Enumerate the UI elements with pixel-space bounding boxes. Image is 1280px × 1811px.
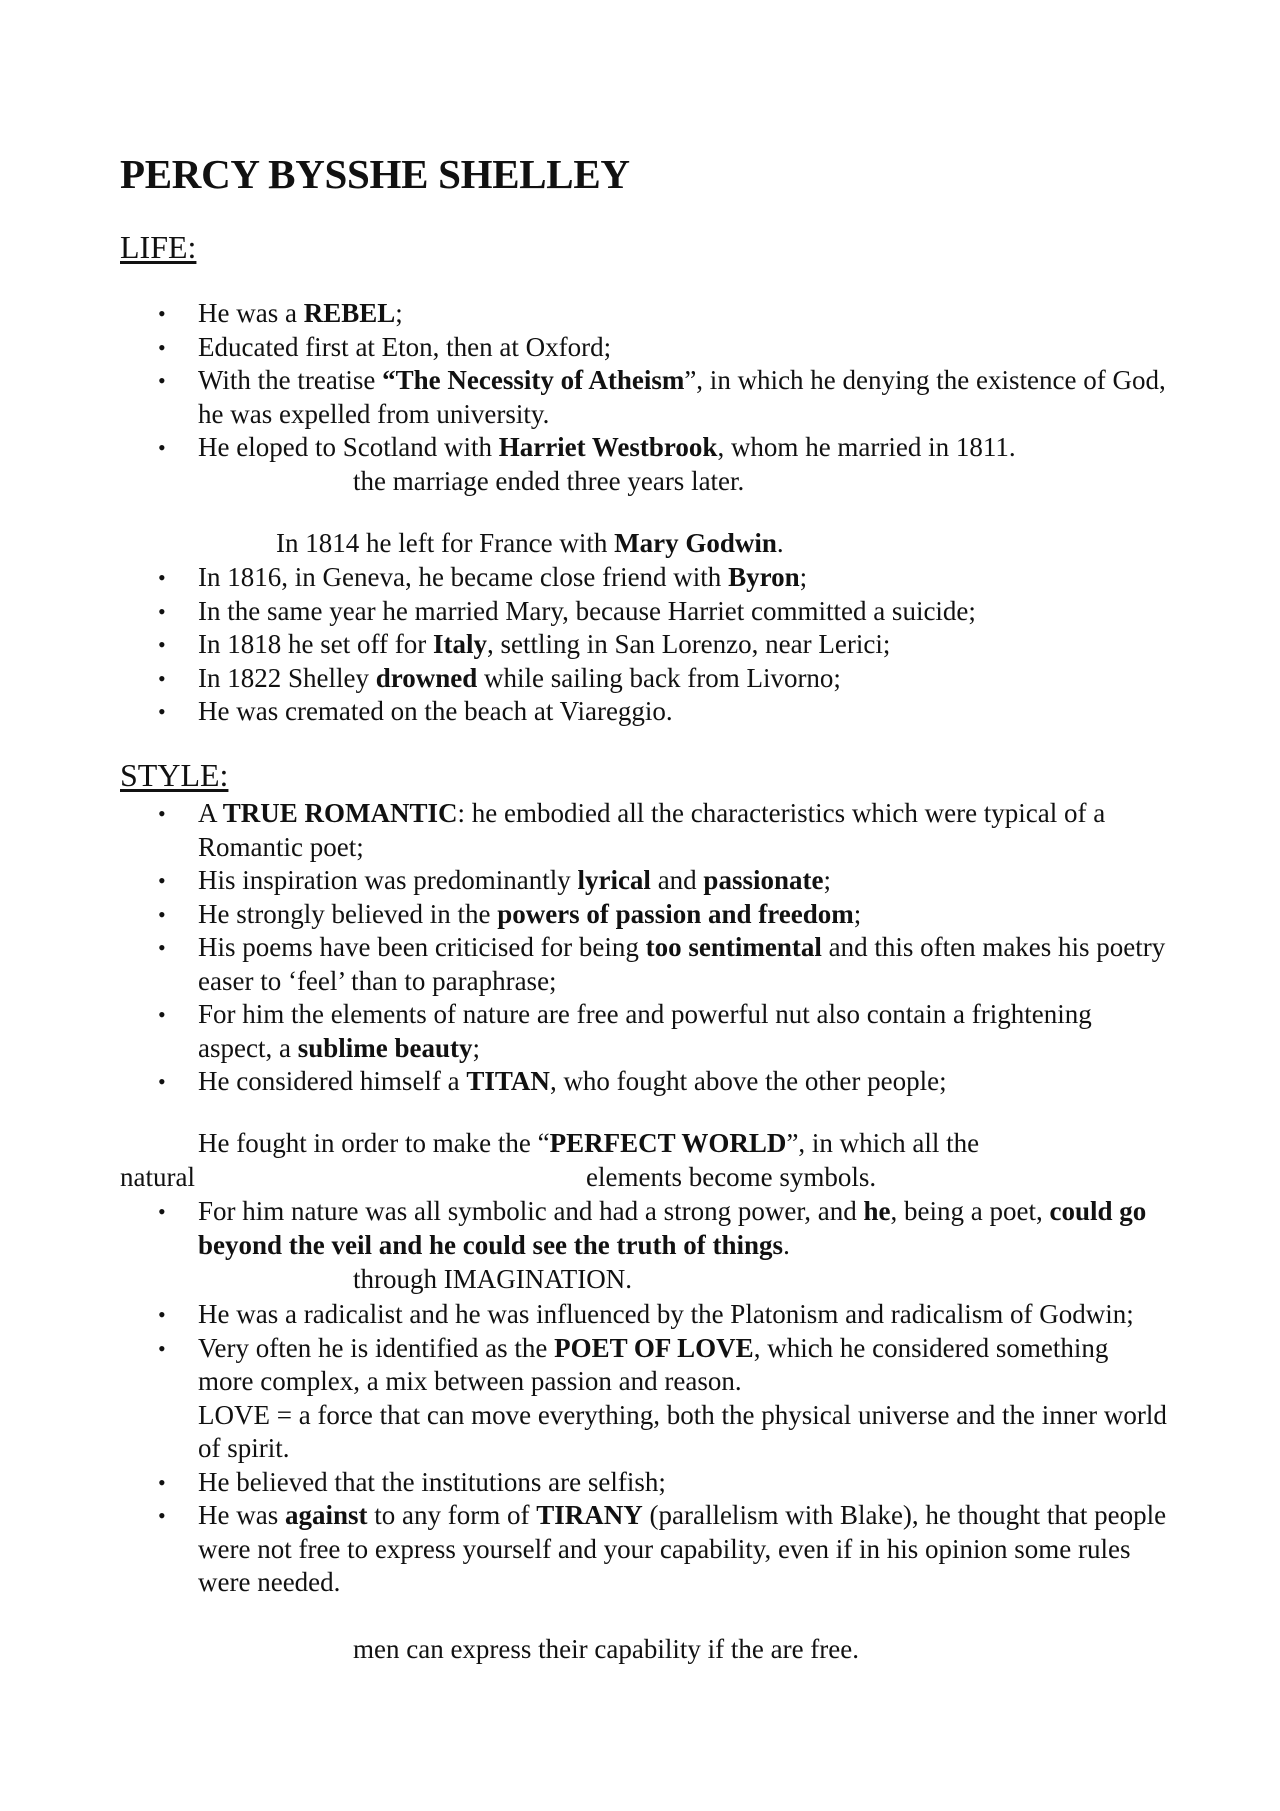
style-list (0, 797, 1280, 1099)
life-item: • Educated first at Eton, then at Oxford; (0, 331, 1280, 365)
bullet-icon: • (158, 334, 166, 360)
bullet-icon: • (158, 632, 166, 657)
bullet-icon: • (158, 801, 166, 826)
bullet-icon: • (158, 665, 166, 691)
bullet-icon: • (158, 565, 166, 590)
style-item: • He believed that the institutions are selfish; (0, 1466, 1280, 1500)
love-definition: LOVE = a force that can move everything, both the physical universe and the inner world of spirit. (198, 1399, 1167, 1463)
imagination-note: through IMAGINATION. (353, 1264, 632, 1294)
bullet-icon: • (158, 598, 166, 624)
bullet-icon: • (158, 1199, 166, 1224)
life-item: • In the same year he married Mary, because Harriet committed a suicide; (0, 595, 1280, 629)
life-item: • He was a REBEL; (0, 297, 1280, 331)
life-list-2 (0, 561, 1280, 729)
bullet-icon: • (158, 699, 166, 724)
style-list-2 (0, 1195, 1280, 1262)
bullet-icon: • (158, 935, 166, 960)
bullet-icon: • (158, 368, 166, 393)
style-item: • His poems have been criticised for being too sentimental and this often makes his poetry easer to ‘feel’ than to paraphrase; (158, 932, 1166, 996)
perfect-world-paragraph: He fought in order to make the “PERFECT WORLD”, in which all the (198, 1128, 980, 1158)
bullet-icon: • (158, 1335, 166, 1361)
marriage-note: the marriage ended three years later. (353, 466, 745, 496)
bullet-icon: • (158, 1469, 166, 1495)
life-item: • In 1822 Shelley drowned while sailing back from Livorno; (0, 662, 1280, 696)
life-item: • With the treatise “The Necessity of Atheism”, in which he denying the existence of God, he was expelled from university. (158, 365, 1166, 429)
style-item: • Very often he is identified as the POET OF LOVE, which he considered something more complex, a mix between passion and reason. LOVE = a force that can move everything, both the physical universe and the inner world of spirit. (0, 1332, 1280, 1466)
final-note: men can express their capability if the are free. (353, 1634, 859, 1664)
bullet-icon: • (158, 901, 166, 927)
life-list (0, 297, 1280, 465)
document-title: PERCY BYSSHE SHELLEY (120, 151, 630, 197)
life-item: • He eloped to Scotland with Harriet Westbrook, whom he married in 1811. (0, 431, 1280, 465)
bullet-icon: • (158, 1002, 166, 1027)
style-item: • For him the elements of nature are free and powerful nut also contain a frightening aspect, a sublime beauty; (158, 999, 1092, 1063)
bullet-icon: • (158, 1503, 166, 1528)
natural-word: natural (120, 1162, 195, 1192)
style-item: • He was against to any form of TIRANY (parallelism with Blake), he thought that people were not free to express yourself and your capability, even if in his opinion some rules were needed. (158, 1500, 1167, 1597)
bullet-icon: • (158, 868, 166, 893)
style-heading: STYLE: (120, 757, 229, 793)
style-item: • His inspiration was predominantly lyrical and passionate; (0, 864, 1280, 898)
life-item: • He was cremated on the beach at Viareggio. (0, 695, 1280, 729)
bullet-icon: • (158, 1069, 166, 1094)
style-list-3 (0, 1298, 1280, 1600)
style-item: • He strongly believed in the powers of passion and freedom; (0, 898, 1280, 932)
style-item: • He considered himself a TITAN, who fought above the other people; (0, 1065, 1280, 1099)
life-item: • In 1818 he set off for Italy, settling in San Lorenzo, near Lerici; (0, 628, 1280, 662)
bullet-icon: • (158, 301, 166, 326)
bullet-icon: • (158, 1302, 166, 1327)
style-item: • He was a radicalist and he was influenced by the Platonism and radicalism of Godwin; (0, 1298, 1280, 1332)
symbols-line: elements become symbols. (586, 1162, 877, 1192)
life-heading: LIFE: (120, 229, 197, 265)
style-item: • A TRUE ROMANTIC: he embodied all the characteristics which were typical of a Romantic poet; (158, 798, 1106, 862)
bullet-icon: • (158, 435, 166, 460)
france-paragraph: In 1814 he left for France with Mary Godwin. (276, 528, 784, 558)
style-item: • For him nature was all symbolic and had a strong power, and he, being a poet, could go beyond the veil and he could see the truth of things. (158, 1196, 1147, 1260)
life-item: • In 1816, in Geneva, he became close friend with Byron; (0, 561, 1280, 595)
